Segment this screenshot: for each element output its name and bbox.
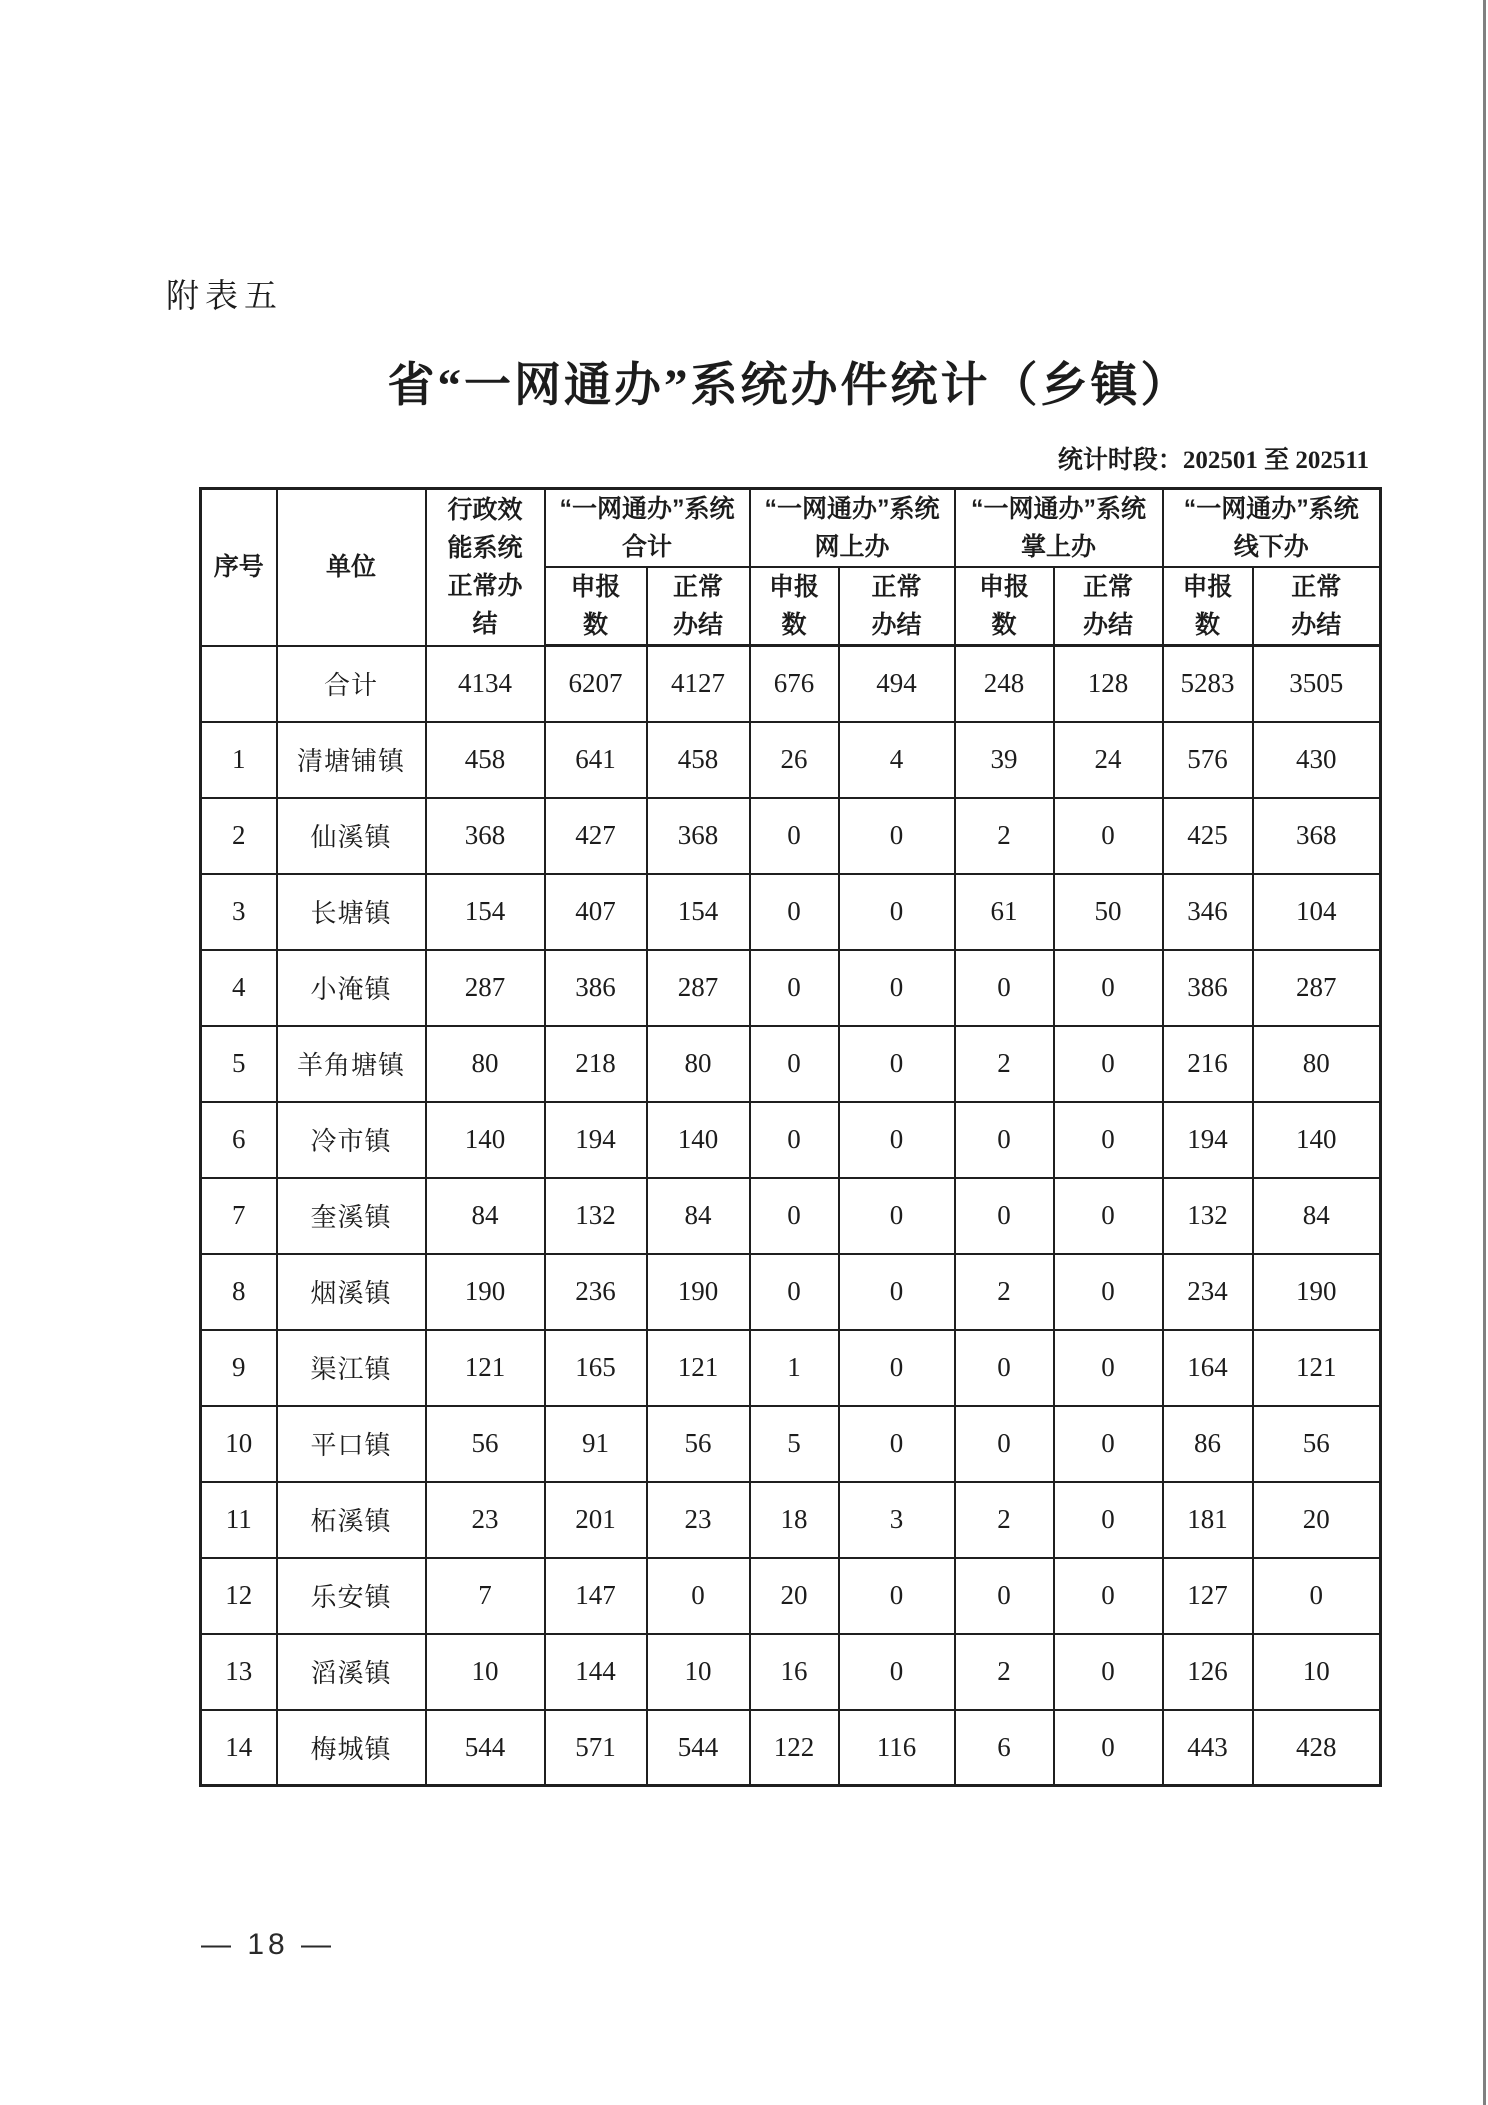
row-value: 443 bbox=[1163, 1710, 1253, 1786]
table-row bbox=[201, 1102, 1381, 1178]
row-value: 218 bbox=[545, 1026, 647, 1102]
row-value: 386 bbox=[545, 950, 647, 1026]
row-unit: 梅城镇 bbox=[277, 1710, 426, 1786]
row-unit: 滔溪镇 bbox=[277, 1634, 426, 1710]
subheader-declared bbox=[1163, 567, 1253, 646]
row-value: 386 bbox=[1163, 950, 1253, 1026]
row-value: 190 bbox=[426, 1254, 545, 1330]
row-value: 50 bbox=[1054, 874, 1163, 950]
row-seq: 10 bbox=[201, 1406, 277, 1482]
row-value: 2 bbox=[955, 1634, 1054, 1710]
header-admin-system-label: 行政效能系统正常办结 bbox=[447, 496, 523, 639]
row-value: 6207 bbox=[545, 646, 647, 722]
table-row bbox=[201, 1558, 1381, 1634]
row-value: 18 bbox=[750, 1482, 839, 1558]
row-value: 16 bbox=[750, 1634, 839, 1710]
row-value: 0 bbox=[955, 1406, 1054, 1482]
row-value: 144 bbox=[545, 1634, 647, 1710]
row-value: 0 bbox=[955, 1178, 1054, 1254]
header-group-offline-label: “一网通办”系统线下办 bbox=[1183, 495, 1359, 561]
row-value: 0 bbox=[955, 950, 1054, 1026]
row-value: 1 bbox=[750, 1330, 839, 1406]
row-seq: 13 bbox=[201, 1634, 277, 1710]
subheader-declared-label: 申报数 bbox=[570, 573, 621, 639]
row-seq: 2 bbox=[201, 798, 277, 874]
row-value: 346 bbox=[1163, 874, 1253, 950]
row-value: 407 bbox=[545, 874, 647, 950]
subheader-completed-label: 正常办结 bbox=[871, 573, 922, 639]
row-seq: 4 bbox=[201, 950, 277, 1026]
row-unit: 乐安镇 bbox=[277, 1558, 426, 1634]
row-value: 0 bbox=[750, 874, 839, 950]
subheader-declared-label: 申报数 bbox=[978, 573, 1029, 639]
row-seq: 14 bbox=[201, 1710, 277, 1786]
row-value: 2 bbox=[955, 1026, 1054, 1102]
row-seq: 9 bbox=[201, 1330, 277, 1406]
row-value: 544 bbox=[647, 1710, 750, 1786]
row-value: 84 bbox=[647, 1178, 750, 1254]
row-value: 368 bbox=[647, 798, 750, 874]
row-value: 0 bbox=[750, 1102, 839, 1178]
row-unit: 渠江镇 bbox=[277, 1330, 426, 1406]
row-value: 0 bbox=[1054, 798, 1163, 874]
row-value: 676 bbox=[750, 646, 839, 722]
row-value: 84 bbox=[1253, 1178, 1381, 1254]
subheader-declared bbox=[750, 567, 839, 646]
row-value: 571 bbox=[545, 1710, 647, 1786]
row-value: 0 bbox=[839, 1634, 955, 1710]
row-value: 164 bbox=[1163, 1330, 1253, 1406]
table-row bbox=[201, 1482, 1381, 1558]
row-value: 201 bbox=[545, 1482, 647, 1558]
row-value: 0 bbox=[839, 1406, 955, 1482]
row-value: 5 bbox=[750, 1406, 839, 1482]
row-value: 3505 bbox=[1253, 646, 1381, 722]
table-row bbox=[201, 1330, 1381, 1406]
row-unit: 仙溪镇 bbox=[277, 798, 426, 874]
row-value: 86 bbox=[1163, 1406, 1253, 1482]
row-value: 425 bbox=[1163, 798, 1253, 874]
row-value: 39 bbox=[955, 722, 1054, 798]
row-value: 4127 bbox=[647, 646, 750, 722]
row-value: 140 bbox=[1253, 1102, 1381, 1178]
table-row bbox=[201, 646, 1381, 722]
row-value: 6 bbox=[955, 1710, 1054, 1786]
table-row bbox=[201, 874, 1381, 950]
subheader-completed bbox=[1253, 567, 1381, 646]
row-value: 0 bbox=[1054, 1634, 1163, 1710]
row-unit: 柘溪镇 bbox=[277, 1482, 426, 1558]
row-value: 2 bbox=[955, 1482, 1054, 1558]
subheader-completed bbox=[1054, 567, 1163, 646]
row-seq: 11 bbox=[201, 1482, 277, 1558]
row-value: 80 bbox=[426, 1026, 545, 1102]
subheader-completed-label: 正常办结 bbox=[1082, 573, 1133, 639]
row-value: 7 bbox=[426, 1558, 545, 1634]
row-value: 0 bbox=[1054, 1026, 1163, 1102]
row-value: 216 bbox=[1163, 1026, 1253, 1102]
table-row bbox=[201, 798, 1381, 874]
row-value: 0 bbox=[839, 1254, 955, 1330]
row-value: 0 bbox=[839, 1558, 955, 1634]
row-value: 0 bbox=[750, 1026, 839, 1102]
row-value: 0 bbox=[839, 1102, 955, 1178]
row-value: 0 bbox=[839, 950, 955, 1026]
header-group-mobile-label: “一网通办”系统掌上办 bbox=[970, 495, 1146, 561]
row-value: 121 bbox=[647, 1330, 750, 1406]
row-value: 0 bbox=[647, 1558, 750, 1634]
row-value: 154 bbox=[426, 874, 545, 950]
header-admin-system bbox=[426, 489, 545, 646]
row-value: 0 bbox=[955, 1330, 1054, 1406]
row-value: 5283 bbox=[1163, 646, 1253, 722]
row-value: 2 bbox=[955, 798, 1054, 874]
row-value: 140 bbox=[426, 1102, 545, 1178]
row-value: 61 bbox=[955, 874, 1054, 950]
row-unit: 合计 bbox=[277, 646, 426, 722]
header-group-offline bbox=[1163, 489, 1381, 568]
row-unit: 小淹镇 bbox=[277, 950, 426, 1026]
row-value: 181 bbox=[1163, 1482, 1253, 1558]
row-value: 121 bbox=[426, 1330, 545, 1406]
row-value: 234 bbox=[1163, 1254, 1253, 1330]
row-value: 20 bbox=[750, 1558, 839, 1634]
table-row bbox=[201, 1634, 1381, 1710]
row-value: 190 bbox=[647, 1254, 750, 1330]
header-unit: 单位 bbox=[277, 489, 426, 646]
header-group-mobile bbox=[955, 489, 1163, 568]
row-value: 26 bbox=[750, 722, 839, 798]
row-value: 23 bbox=[647, 1482, 750, 1558]
subheader-completed-label: 正常办结 bbox=[672, 573, 723, 639]
row-value: 0 bbox=[1054, 1710, 1163, 1786]
row-seq: 1 bbox=[201, 722, 277, 798]
row-value: 0 bbox=[1054, 1178, 1163, 1254]
row-value: 0 bbox=[839, 1330, 955, 1406]
row-value: 427 bbox=[545, 798, 647, 874]
header-seq: 序号 bbox=[201, 489, 277, 646]
row-value: 4134 bbox=[426, 646, 545, 722]
table-row bbox=[201, 722, 1381, 798]
row-value: 56 bbox=[1253, 1406, 1381, 1482]
row-value: 80 bbox=[647, 1026, 750, 1102]
row-seq: 5 bbox=[201, 1026, 277, 1102]
row-value: 0 bbox=[750, 1254, 839, 1330]
row-value: 10 bbox=[426, 1634, 545, 1710]
row-value: 104 bbox=[1253, 874, 1381, 950]
page-title: 省“一网通办”系统办件统计（乡镇） bbox=[387, 360, 1191, 412]
row-value: 236 bbox=[545, 1254, 647, 1330]
row-value: 0 bbox=[955, 1102, 1054, 1178]
row-value: 428 bbox=[1253, 1710, 1381, 1786]
row-value: 132 bbox=[545, 1178, 647, 1254]
subheader-completed bbox=[647, 567, 750, 646]
row-value: 132 bbox=[1163, 1178, 1253, 1254]
row-value: 0 bbox=[1054, 1406, 1163, 1482]
subheader-declared bbox=[545, 567, 647, 646]
subheader-completed bbox=[839, 567, 955, 646]
row-value: 4 bbox=[839, 722, 955, 798]
row-value: 458 bbox=[647, 722, 750, 798]
row-seq: 8 bbox=[201, 1254, 277, 1330]
row-value: 165 bbox=[545, 1330, 647, 1406]
row-seq: 7 bbox=[201, 1178, 277, 1254]
table-row bbox=[201, 1254, 1381, 1330]
scan-edge-artifact bbox=[1483, 0, 1486, 2105]
row-value: 126 bbox=[1163, 1634, 1253, 1710]
subheader-declared bbox=[955, 567, 1054, 646]
row-value: 0 bbox=[1054, 950, 1163, 1026]
row-value: 91 bbox=[545, 1406, 647, 1482]
row-value: 0 bbox=[1253, 1558, 1381, 1634]
statistics-table bbox=[199, 487, 1382, 1787]
row-value: 140 bbox=[647, 1102, 750, 1178]
row-value: 2 bbox=[955, 1254, 1054, 1330]
row-value: 10 bbox=[1253, 1634, 1381, 1710]
row-value: 368 bbox=[426, 798, 545, 874]
row-value: 84 bbox=[426, 1178, 545, 1254]
row-value: 430 bbox=[1253, 722, 1381, 798]
row-value: 287 bbox=[1253, 950, 1381, 1026]
row-value: 0 bbox=[1054, 1102, 1163, 1178]
row-value: 0 bbox=[839, 874, 955, 950]
row-value: 116 bbox=[839, 1710, 955, 1786]
row-unit: 羊角塘镇 bbox=[277, 1026, 426, 1102]
table-row bbox=[201, 1710, 1381, 1786]
row-value: 0 bbox=[1054, 1254, 1163, 1330]
row-value: 0 bbox=[1054, 1558, 1163, 1634]
row-value: 56 bbox=[426, 1406, 545, 1482]
header-group-total-label: “一网通办”系统合计 bbox=[559, 495, 735, 561]
row-unit: 烟溪镇 bbox=[277, 1254, 426, 1330]
subheader-declared-label: 申报数 bbox=[1182, 573, 1233, 639]
row-value: 190 bbox=[1253, 1254, 1381, 1330]
appendix-tag: 附表五 bbox=[166, 279, 283, 315]
row-value: 0 bbox=[955, 1558, 1054, 1634]
row-value: 0 bbox=[1054, 1482, 1163, 1558]
subheader-declared-label: 申报数 bbox=[768, 573, 819, 639]
row-value: 127 bbox=[1163, 1558, 1253, 1634]
row-value: 0 bbox=[750, 798, 839, 874]
row-seq: 12 bbox=[201, 1558, 277, 1634]
row-value: 0 bbox=[1054, 1330, 1163, 1406]
row-value: 287 bbox=[426, 950, 545, 1026]
statistics-period: 统计时段：202501 至 202511 bbox=[1057, 447, 1369, 474]
row-value: 10 bbox=[647, 1634, 750, 1710]
row-value: 121 bbox=[1253, 1330, 1381, 1406]
row-value: 0 bbox=[839, 1178, 955, 1254]
row-value: 122 bbox=[750, 1710, 839, 1786]
row-value: 154 bbox=[647, 874, 750, 950]
table-row bbox=[201, 950, 1381, 1026]
table-row bbox=[201, 1178, 1381, 1254]
row-unit: 长塘镇 bbox=[277, 874, 426, 950]
header-group-online-label: “一网通办”系统网上办 bbox=[764, 495, 940, 561]
row-value: 641 bbox=[545, 722, 647, 798]
row-value: 80 bbox=[1253, 1026, 1381, 1102]
row-value: 0 bbox=[839, 798, 955, 874]
row-value: 368 bbox=[1253, 798, 1381, 874]
row-unit: 清塘铺镇 bbox=[277, 722, 426, 798]
row-seq: 3 bbox=[201, 874, 277, 950]
subheader-completed-label: 正常办结 bbox=[1291, 573, 1342, 639]
row-value: 20 bbox=[1253, 1482, 1381, 1558]
row-value: 287 bbox=[647, 950, 750, 1026]
row-value: 3 bbox=[839, 1482, 955, 1558]
row-value: 23 bbox=[426, 1482, 545, 1558]
row-value: 458 bbox=[426, 722, 545, 798]
row-value: 194 bbox=[545, 1102, 647, 1178]
row-value: 194 bbox=[1163, 1102, 1253, 1178]
row-seq: 6 bbox=[201, 1102, 277, 1178]
table-row bbox=[201, 1026, 1381, 1102]
row-value: 248 bbox=[955, 646, 1054, 722]
row-value: 544 bbox=[426, 1710, 545, 1786]
row-unit: 平口镇 bbox=[277, 1406, 426, 1482]
page-number: — 18 — bbox=[201, 1928, 336, 1961]
row-value: 128 bbox=[1054, 646, 1163, 722]
row-value: 0 bbox=[839, 1026, 955, 1102]
row-value: 0 bbox=[750, 950, 839, 1026]
header-group-total bbox=[545, 489, 750, 568]
row-value: 147 bbox=[545, 1558, 647, 1634]
header-group-online bbox=[750, 489, 955, 568]
row-value: 24 bbox=[1054, 722, 1163, 798]
row-value: 56 bbox=[647, 1406, 750, 1482]
row-value: 494 bbox=[839, 646, 955, 722]
row-unit: 冷市镇 bbox=[277, 1102, 426, 1178]
table-row bbox=[201, 1406, 1381, 1482]
row-seq bbox=[201, 646, 277, 722]
row-value: 0 bbox=[750, 1178, 839, 1254]
row-unit: 奎溪镇 bbox=[277, 1178, 426, 1254]
row-value: 576 bbox=[1163, 722, 1253, 798]
